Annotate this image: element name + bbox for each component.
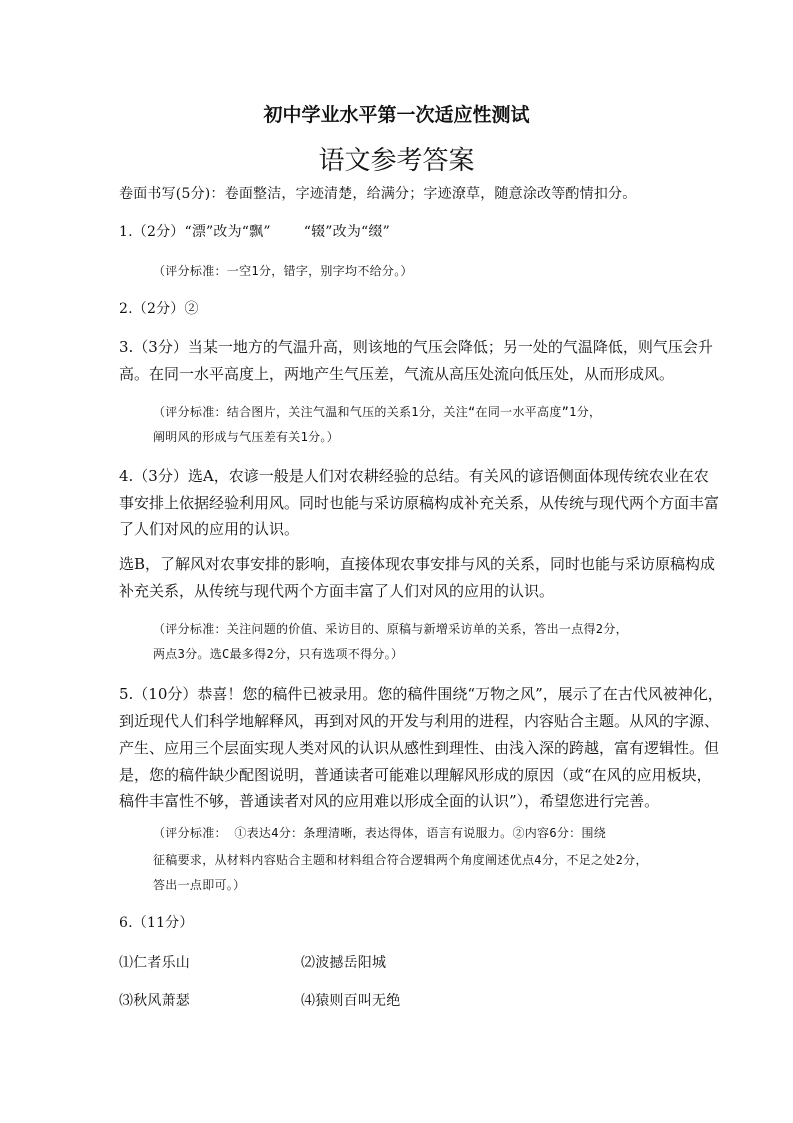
q5-answer-line5: 稿件丰富性不够，普通读者对风的应用难以形成全面的认识”），希望您进行完善。 [119,792,660,810]
q4-option-b-line1: 选B，了解风对农事安排的影响，直接体现农事安排与风的关系，同时也能与采访原稿构成 [119,555,716,573]
q4-option-a-line2: 事安排上依据经验利用风。同时也能与采访原稿构成补充关系，从传统与现代两个方面丰富 [119,494,720,512]
q6-item: ⑶秋风萧瑟 [119,993,190,1009]
q3-criteria-line1: （评分标准：结合图片，关注气温和气压的关系1分，关注“在同一水平高度”1分， [153,405,602,419]
handwriting-scoring-note: 卷面书写(5分)：卷面整洁，字迹清楚，给满分；字迹潦草，随意涂改等酌情扣分。 [119,186,637,202]
q5-answer-line3: 产生、应用三个层面实现人类对风的认识从感性到理性、由浅入深的跨越，富有逻辑性。但 [119,739,720,757]
q1-criteria: （评分标准：一空1分，错字，别字均不给分。） [153,264,413,278]
q4-option-a-line3: 了人们对风的应用的认识。 [119,520,300,538]
q4-option-b-line2: 补充关系，从传统与现代两个方面丰富了人们对风的应用的认识。 [119,582,555,600]
q6-item: ⑵波撼岳阳城 [301,955,387,971]
answer-key-subtitle: 语文参考答案 [318,146,475,176]
q2-answer: 2.（2分）② [119,301,199,317]
q4-criteria-line2: 两点3分。选C最多得2分，只有选项不得分。） [153,647,404,661]
q5-criteria-line3: 答出一点即可。） [153,878,246,892]
q5-answer-line1: 5.（10分）恭喜！您的稿件已被录用。您的稿件围绕“万物之风”，展示了在古代风被神化， [119,685,723,703]
q5-answer-line2: 到近现代人们科学地解释风，再到对风的开发与利用的进程，内容贴合主题。从风的字源、 [119,712,720,730]
q4-option-a-line1: 4.（3分）选A，农谚一般是人们对农耕经验的总结。有关风的谚语侧面体现传统农业在农 [119,467,709,485]
q6-header: 6.（11分） [119,915,194,931]
q3-answer-line2: 高。在同一水平高度上，两地产生气压差，气流从高压处流向低压处，从而形成风。 [119,365,675,383]
exam-title: 初中学业水平第一次适应性测试 [263,104,530,126]
q1-answer: 1.（2分）“漂”改为“飘” “辍”改为“缀” [119,224,390,240]
q5-criteria-line2: 征稿要求，从材料内容贴合主题和材料组合符合逻辑两个角度阐述优点4分，不足之处2分， [153,853,648,867]
q4-criteria-line1: （评分标准：关注问题的价值、采访目的、原稿与新增采访单的关系，答出一点得2分， [153,622,628,636]
q5-answer-line4: 是，您的稿件缺少配图说明，普通读者可能难以理解风形成的原因（或“在风的应用板块， [119,766,712,784]
q6-item: ⑷猿则百叫无绝 [301,993,401,1009]
q3-answer-line1: 3.（3分）当某一地方的气温升高，则该地的气压会降低；另一处的气温降低，则气压会升 [119,338,713,356]
q5-criteria-line1: （评分标准： ①表达4分：条理清晰，表达得体，语言有说服力。②内容6分：围绕 [153,826,607,840]
q6-item: ⑴仁者乐山 [119,955,190,971]
q3-criteria-line2: 阐明风的形成与气压差有关1分。） [153,430,340,444]
